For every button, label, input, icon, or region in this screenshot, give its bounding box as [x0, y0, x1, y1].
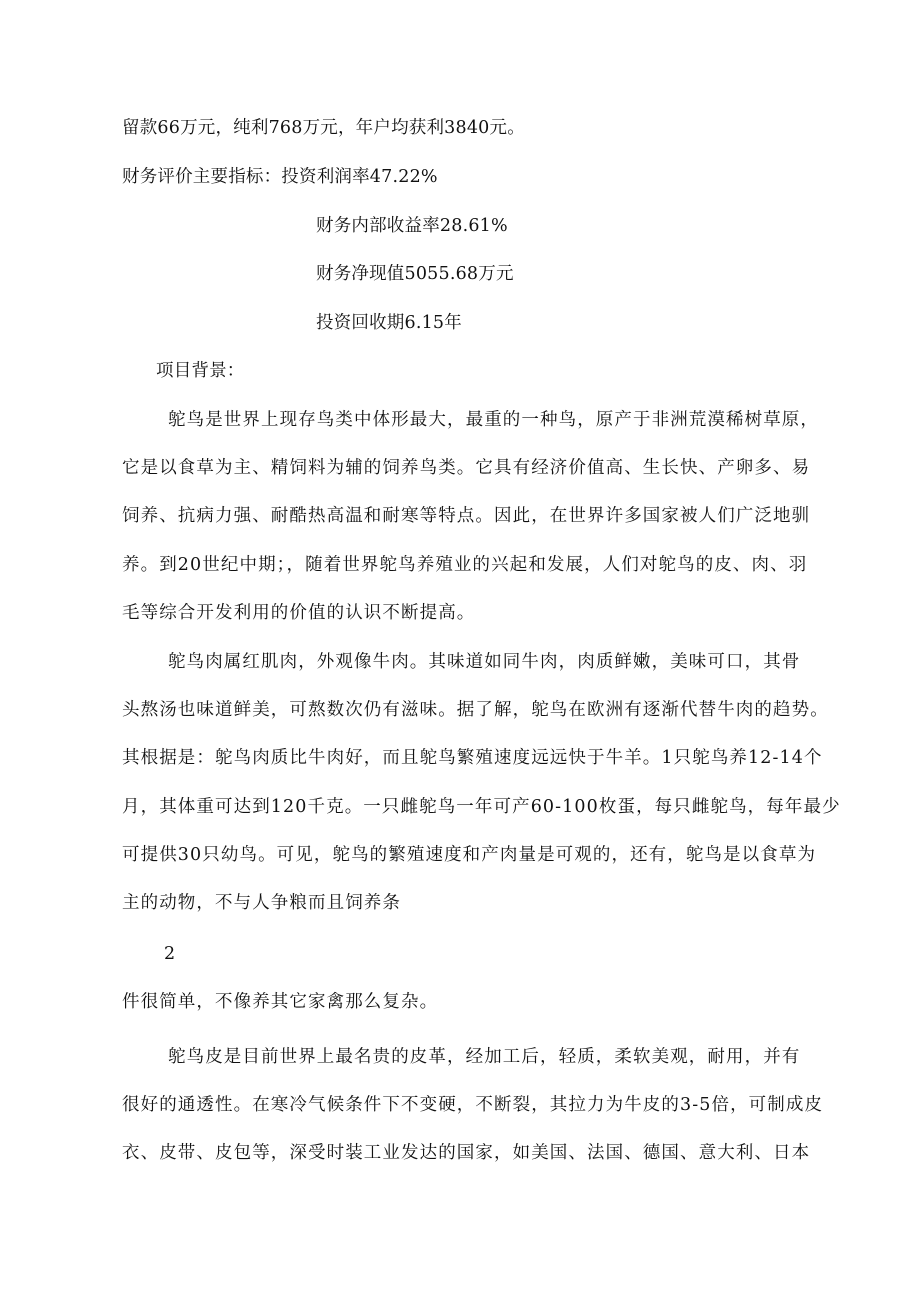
financial-indicators-line: 财务评价主要指标：投资利润率47.22%	[122, 167, 438, 187]
paragraph-line: 养。到20世纪中期；，随着世界鸵鸟养殖业的兴起和发展，人们对鸵鸟的皮、肉、羽	[122, 555, 808, 575]
paragraph-line: 月，其体重可达到120千克。一只雌鸵鸟一年可产60-100枚蛋，每只雌鸵鸟，每年最少	[122, 797, 841, 817]
paragraph-line: 鸵鸟肉属红肌肉，外观像牛肉。其味道如同牛肉，肉质鲜嫩，美味可口，其骨	[168, 652, 801, 672]
paragraph-line: 头熬汤也味道鲜美，可熬数次仍有滋味。据了解，鸵鸟在欧洲有逐渐代替牛肉的趋势。	[122, 700, 829, 720]
paragraph-line: 可提供30只幼鸟。可见，鸵鸟的繁殖速度和产肉量是可观的，还有，鸵鸟是以食草为	[122, 845, 817, 865]
continuation-line: 件很简单，不像养其它家禽那么复杂。	[122, 992, 439, 1012]
background-heading: 项目背景：	[156, 361, 245, 381]
paragraph-line: 鸵鸟是世界上现存鸟类中体形最大，最重的一种鸟，原产于非洲荒漠稀树草原，	[168, 410, 819, 430]
npv-line: 财务净现值5055.68万元	[316, 264, 514, 284]
paragraph-line: 鸵鸟皮是目前世界上最名贵的皮革，经加工后，轻质，柔软美观，耐用，并有	[168, 1047, 801, 1067]
paragraph-line: 衣、皮带、皮包等，深受时装工业发达的国家，如美国、法国、德国、意大利、日本	[122, 1143, 811, 1163]
retained-profit-line: 留款66万元，纯利768万元，年户均获利3840元。	[122, 118, 525, 138]
payback-line: 投资回收期6.15年	[316, 313, 462, 333]
paragraph-line: 它是以食草为主、精饲料为辅的饲养鸟类。它具有经济价值高、生长快、产卵多、易	[122, 458, 811, 478]
page-number: 2	[164, 944, 176, 964]
paragraph-line: 其根据是：鸵鸟肉质比牛肉好，而且鸵鸟繁殖速度远远快于牛羊。1只鸵鸟养12-14个	[122, 748, 823, 768]
irr-line: 财务内部收益率28.61%	[316, 216, 508, 236]
paragraph-line: 毛等综合开发利用的价值的认识不断提高。	[122, 603, 476, 623]
paragraph-line: 主的动物，不与人争粮而且饲养条	[122, 893, 401, 913]
paragraph-line: 饲养、抗病力强、耐酷热高温和耐寒等特点。因此，在世界许多国家被人们广泛地驯	[122, 506, 811, 526]
paragraph-line: 很好的通透性。在寒冷气候条件下不变硬，不断裂，其拉力为牛皮的3-5倍，可制成皮	[122, 1095, 824, 1115]
